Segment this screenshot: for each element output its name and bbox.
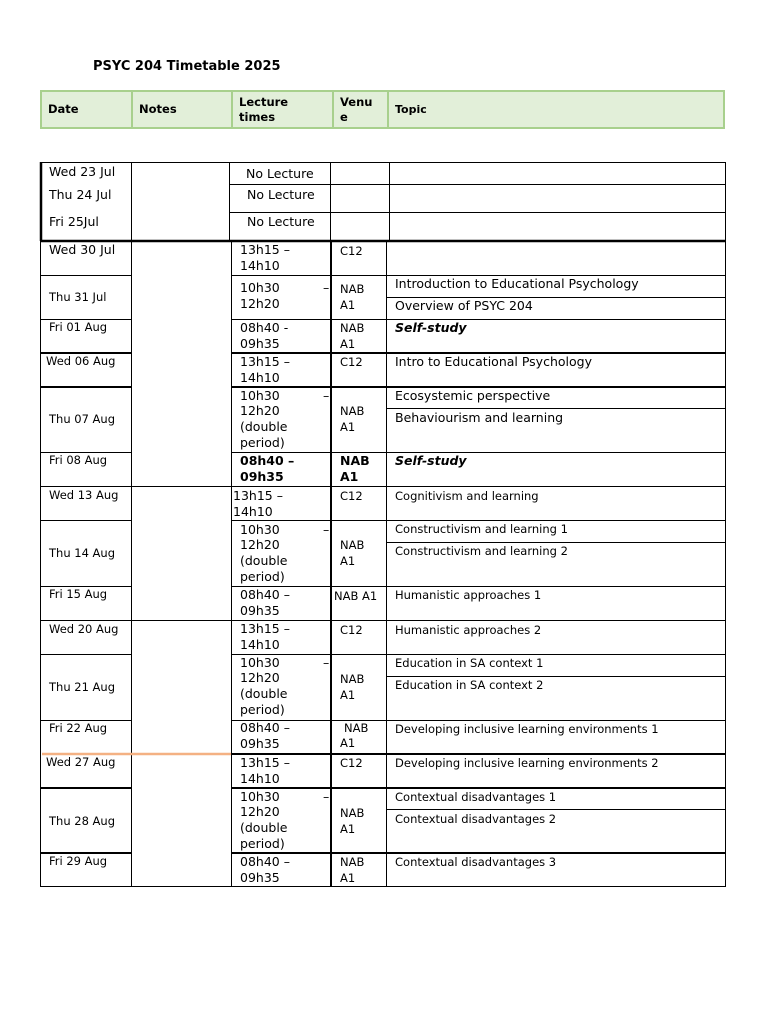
row-venue: A1 <box>340 298 356 312</box>
row-topic: Humanistic approaches 1 <box>395 588 542 602</box>
row-topic: Humanistic approaches 2 <box>395 623 542 637</box>
row-time: No Lecture <box>246 166 314 181</box>
row-venue: A1 <box>340 822 356 836</box>
row-time: 14h10 <box>233 504 273 519</box>
row-time: – <box>323 789 330 804</box>
row-time: 12h20 <box>240 537 280 552</box>
row-venue: A1 <box>340 554 356 568</box>
row-date: Fri 01 Aug <box>49 320 108 334</box>
row-time: 09h35 <box>240 736 280 751</box>
row-topic: Developing inclusive learning environments 1 <box>395 722 659 736</box>
row-venue: A1 <box>340 736 356 750</box>
row-venue: A1 <box>340 871 356 885</box>
header-date: Date <box>48 102 79 116</box>
row-time: period) <box>240 569 285 584</box>
row-time: No Lecture <box>247 187 315 202</box>
row-date: Thu 07 Aug <box>49 412 116 426</box>
row-time: 13h15 – <box>240 755 290 770</box>
row-topic: Self-study <box>395 453 467 468</box>
row-time: 10h30 <box>240 655 280 670</box>
row-topic: Education in SA context 2 <box>395 678 544 692</box>
row-time: 10h30 <box>240 388 280 403</box>
row-time: No Lecture <box>247 214 315 229</box>
row-time: 13h15 – <box>233 488 283 503</box>
row-topic: Introduction to Educational Psychology <box>395 276 639 291</box>
row-time: 13h15 – <box>240 242 290 257</box>
row-topic: Behaviourism and learning <box>395 410 564 425</box>
row-venue: NAB <box>340 404 365 418</box>
row-topic: Cognitivism and learning <box>395 489 539 503</box>
row-date: Wed 06 Aug <box>46 354 116 368</box>
row-topic: Developing inclusive learning environments 2 <box>395 756 659 770</box>
row-time: – <box>323 280 330 295</box>
row-venue: A1 <box>340 688 356 702</box>
row-topic: Education in SA context 1 <box>395 656 544 670</box>
row-time: 10h30 <box>240 280 280 295</box>
row-time: (double <box>240 419 288 434</box>
row-time: 10h30 <box>240 789 280 804</box>
row-time: period) <box>240 435 285 450</box>
row-topic: Contextual disadvantages 3 <box>395 855 557 869</box>
row-time: 12h20 <box>240 403 280 418</box>
row-date: Fri 25Jul <box>49 214 99 229</box>
row-time: 08h40 – <box>240 453 295 468</box>
row-time: (double <box>240 820 288 835</box>
row-venue: C12 <box>340 623 363 637</box>
row-time: 10h30 <box>240 522 280 537</box>
row-time: – <box>323 522 330 537</box>
row-time: – <box>323 655 330 670</box>
header-notes: Notes <box>139 102 177 116</box>
row-date: Wed 23 Jul <box>49 164 116 179</box>
row-topic: Self-study <box>395 320 467 335</box>
row-topic: Constructivism and learning 1 <box>395 522 568 536</box>
row-time: period) <box>240 836 285 851</box>
row-venue: NAB <box>340 321 365 335</box>
page-title: PSYC 204 Timetable 2025 <box>93 59 281 74</box>
header-venue: Venu e <box>340 94 373 124</box>
row-topic: Constructivism and learning 2 <box>395 544 568 558</box>
row-topic: Contextual disadvantages 2 <box>395 812 557 826</box>
row-time: (double <box>240 686 288 701</box>
row-topic: Intro to Educational Psychology <box>395 354 592 369</box>
row-time: 13h15 – <box>240 621 290 636</box>
row-time: 08h40 - <box>240 320 289 335</box>
row-venue: NAB <box>340 453 370 468</box>
row-date: Wed 27 Aug <box>46 755 116 769</box>
row-date: Wed 13 Aug <box>49 488 119 502</box>
row-topic: Overview of PSYC 204 <box>395 298 533 313</box>
row-time: 12h20 <box>240 804 280 819</box>
row-time: 09h35 <box>240 469 284 484</box>
row-venue: C12 <box>340 489 363 503</box>
row-venue: NAB <box>344 721 369 735</box>
row-time: 09h35 <box>240 870 280 885</box>
row-time: – <box>323 388 330 403</box>
row-date: Thu 21 Aug <box>49 680 116 694</box>
row-date: Wed 20 Aug <box>49 622 119 636</box>
row-time: 14h10 <box>240 258 280 273</box>
row-time: 08h40 – <box>240 720 290 735</box>
row-venue: NAB A1 <box>334 589 378 603</box>
header-lecture-times: Lecture times <box>239 94 289 124</box>
row-time: 14h10 <box>240 637 280 652</box>
row-time: 09h35 <box>240 603 280 618</box>
row-venue: A1 <box>340 420 356 434</box>
row-time: 14h10 <box>240 370 280 385</box>
row-venue: C12 <box>340 756 363 770</box>
row-date: Wed 30 Jul <box>49 242 116 257</box>
row-date: Fri 29 Aug <box>49 854 108 868</box>
row-date: Thu 31 Jul <box>49 290 107 304</box>
row-venue: NAB <box>340 806 365 820</box>
row-time: period) <box>240 702 285 717</box>
row-date: Fri 08 Aug <box>49 453 108 467</box>
row-time: 12h20 <box>240 296 280 311</box>
row-time: 12h20 <box>240 670 280 685</box>
row-venue: A1 <box>340 337 356 351</box>
row-venue: C12 <box>340 244 363 258</box>
row-date: Fri 22 Aug <box>49 721 108 735</box>
row-time: 13h15 – <box>240 354 290 369</box>
row-date: Fri 15 Aug <box>49 587 108 601</box>
row-venue: NAB <box>340 282 365 296</box>
row-venue: NAB <box>340 855 365 869</box>
row-time: 08h40 – <box>240 587 290 602</box>
row-time: 09h35 <box>240 336 280 351</box>
row-venue: NAB <box>340 538 365 552</box>
row-topic: Ecosystemic perspective <box>395 388 551 403</box>
row-time: 08h40 – <box>240 854 290 869</box>
header-topic: Topic <box>395 103 427 116</box>
row-date: Thu 14 Aug <box>49 546 116 560</box>
row-venue: A1 <box>340 469 359 484</box>
row-venue: C12 <box>340 355 363 369</box>
row-time: (double <box>240 553 288 568</box>
row-date: Thu 28 Aug <box>49 814 116 828</box>
row-topic: Contextual disadvantages 1 <box>395 790 557 804</box>
row-date: Thu 24 Jul <box>49 187 112 202</box>
row-venue: NAB <box>340 672 365 686</box>
row-time: 14h10 <box>240 771 280 786</box>
